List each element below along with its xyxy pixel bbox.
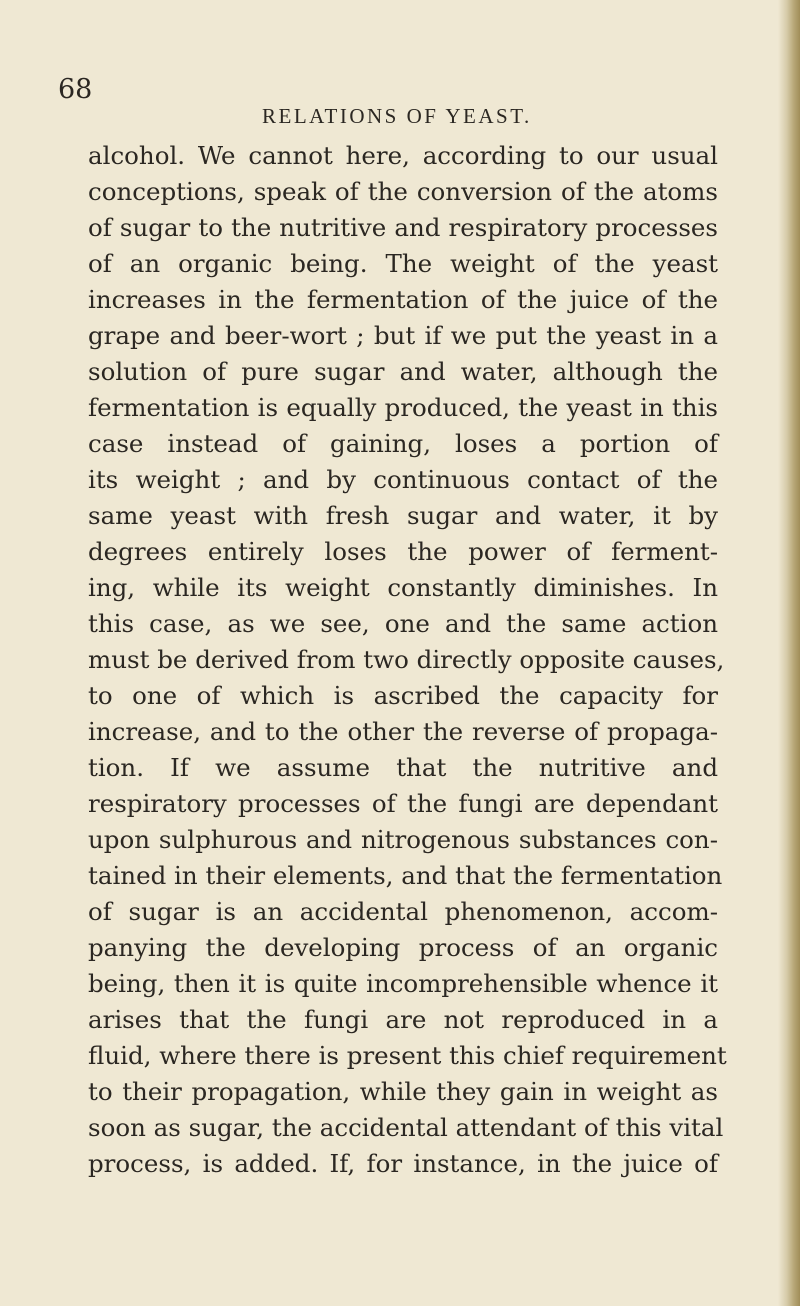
text-line: degrees entirely loses the power of ferment- [88, 537, 718, 566]
text-line: of sugar is an accidental phenomenon, accom- [88, 897, 718, 926]
text-line: to one of which is ascribed the capacity for [88, 681, 718, 710]
text-line: panying the developing process of an organic [88, 933, 718, 962]
page-edge-shadow [778, 0, 800, 1306]
text-line: tained in their elements, and that the fermentation [88, 861, 723, 890]
text-line: must be derived from two directly opposite causes, [88, 645, 725, 674]
text-line: ing, while its weight constantly diminishes. In [88, 573, 718, 602]
text-line: this case, as we see, one and the same action [88, 609, 718, 638]
text-line: respiratory processes of the fungi are dependant [88, 789, 718, 818]
text-line: being, then it is quite incomprehensible whence it [88, 969, 718, 998]
text-line: grape and beer-wort ; but if we put the yeast in a [88, 321, 718, 350]
text-line: solution of pure sugar and water, although the [88, 357, 718, 386]
text-line: upon sulphurous and nitrogenous substances con- [88, 825, 718, 854]
text-line: to their propagation, while they gain in weight as [88, 1077, 718, 1106]
text-line: arises that the fungi are not reproduced in a [88, 1005, 718, 1034]
text-line: of sugar to the nutritive and respiratory processes [88, 213, 718, 242]
text-line: process, is added. If, for instance, in the juice of [88, 1149, 718, 1178]
text-line: fermentation is equally produced, the yeast in this [88, 393, 718, 422]
text-line: tion. If we assume that the nutritive and [88, 753, 718, 782]
text-line: same yeast with fresh sugar and water, it by [88, 501, 718, 530]
running-head: RELATIONS OF YEAST. [262, 104, 532, 128]
text-line: alcohol. We cannot here, according to our usual [88, 141, 718, 170]
text-line: of an organic being. The weight of the yeast [88, 249, 718, 278]
text-line: soon as sugar, the accidental attendant of this vital [88, 1113, 724, 1142]
text-line: its weight ; and by continuous contact of the [88, 465, 718, 494]
text-line: conceptions, speak of the conversion of the atoms [88, 177, 718, 206]
text-line: fluid, where there is present this chief requirement [88, 1041, 727, 1070]
text-line: increase, and to the other the reverse of propaga- [88, 717, 718, 746]
text-line: case instead of gaining, loses a portion of [88, 429, 718, 458]
text-line: increases in the fermentation of the juice of the [88, 285, 718, 314]
page-number: 68 [58, 74, 93, 105]
body-text [88, 138, 727, 1182]
